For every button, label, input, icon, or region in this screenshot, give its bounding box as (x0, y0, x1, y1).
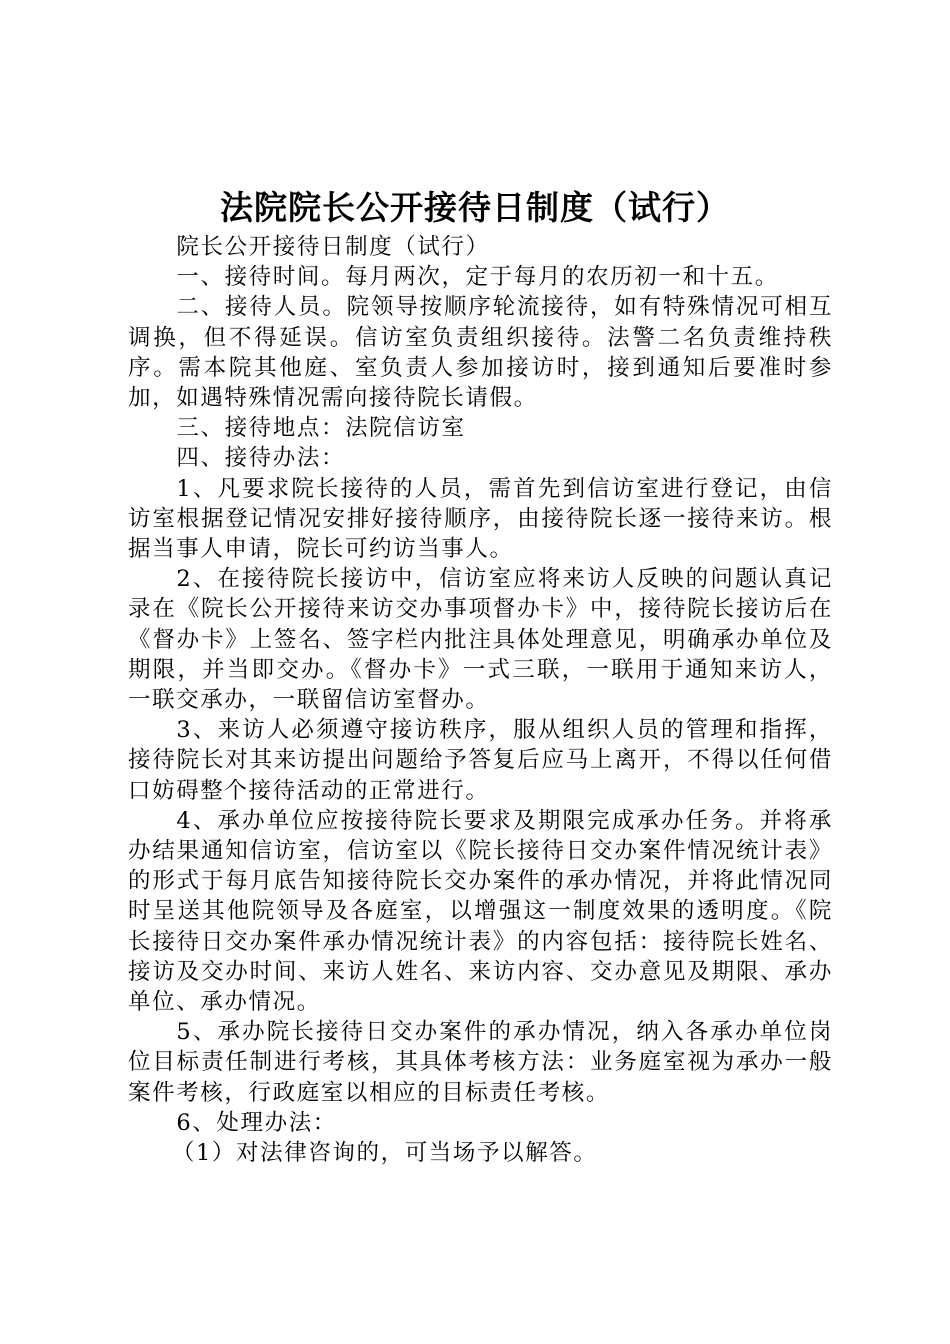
method-item-6-heading: 6、处理办法： (176, 1109, 337, 1136)
method-item-3: 3、来访人必须遵守接访秩序，服从组织人员的管理和指挥，接待院长对其来访提出问题给予答复后应马上离开，不得以任何借口妨碍整个接待活动的正常进行。 (128, 717, 833, 804)
method-item-2: 2、在接待院长接访中，信访室应将来访人反映的问题认真记录在《院长公开接待来访交办事项督办卡》中，接待院长接访后在《督办卡》上签名、签字栏内批注具体处理意见，明确承办单位及期限，并当即交办。《督办卡》一式三联，一联用于通知来访人，一联交承办，一联留信访室督办。 (128, 566, 833, 714)
document-title: 法院院长公开接待日制度（试行） (220, 188, 730, 227)
section-reception-location: 三、接待地点：法院信访室 (176, 415, 466, 442)
section-reception-time: 一、接待时间。每月两次，定于每月的农历初一和十五。 (176, 264, 779, 291)
section-reception-staff: 二、接待人员。院领导按顺序轮流接待，如有特殊情况可相互调换，但不得延误。信访室负责组织接待。法警二名负责维持秩序。需本院其他庭、室负责人参加接访时，接到通知后要准时参加，如遇特殊情况需向接待院长请假。 (128, 294, 833, 412)
method-item-6-sub-1: （1）对法律咨询的，可当场予以解答。 (171, 1140, 598, 1167)
method-item-5: 5、承办院长接待日交办案件的承办情况，纳入各承办单位岗位目标责任制进行考核，其具体考核方法：业务庭室视为承办一般案件考核，行政庭室以相应的目标责任考核。 (128, 1019, 833, 1106)
document-body (128, 232, 833, 1168)
method-item-1: 1、凡要求院长接待的人员，需首先到信访室进行登记，由信访室根据登记情况安排好接待顺序，由接待院长逐一接待来访。根据当事人申请，院长可约访当事人。 (128, 475, 833, 563)
document-subtitle: 院长公开接待日制度（试行） (176, 234, 490, 260)
method-item-4: 4、承办单位应按接待院长要求及期限完成承办任务。并将承办结果通知信访室，信访室以《院长接待日交办案件情况统计表》的形式于每月底告知接待院长交办案件的承办情况，并将此情况同时呈送其他院领导及各庭室，以增强这一制度效果的透明度。《院长接待日交办案件承办情况统计表》的内容包括：接待院长姓名、接访及交办时间、来访人姓名、来访内容、交办意见及期限、承办单位、承办情况。 (128, 807, 833, 1016)
section-reception-methods-heading: 四、接待办法： (176, 445, 346, 472)
